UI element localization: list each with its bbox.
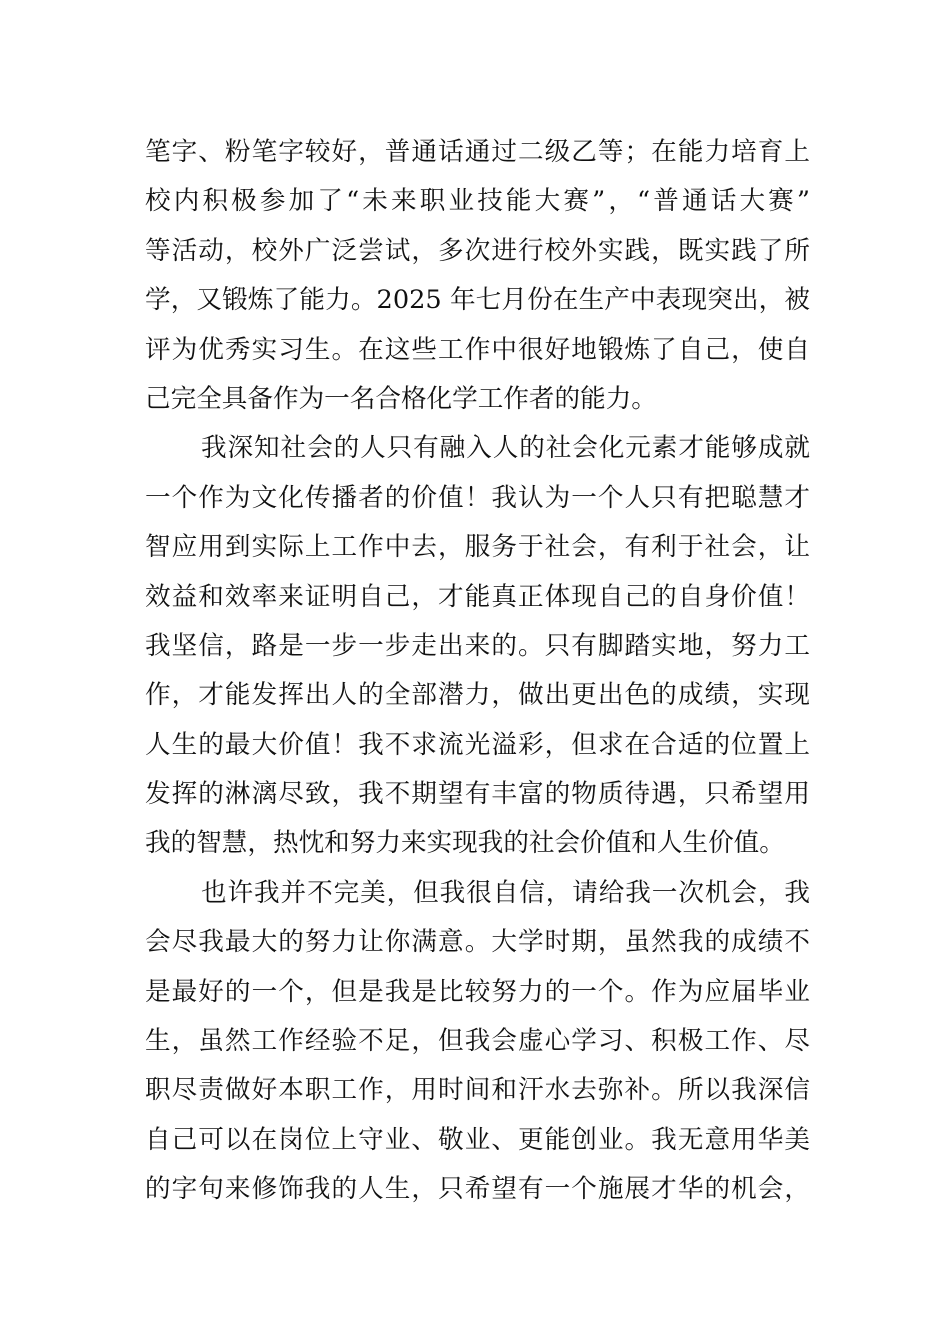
paragraph-first-line: 我深知社会的人只有融入人的社会化元素才能够成就 [201,433,810,464]
text-line: 评为优秀实习生。在这些工作中很好地锻炼了自己，使自 [145,334,810,365]
text-line: 学，又锻炼了能力。2025 年七月份在生产中表现突出，被 [145,285,810,316]
text-line: 智应用到实际上工作中去，服务于社会，有利于社会，让 [145,532,810,563]
text-line: 自己可以在岗位上守业、敬业、更能创业。我无意用华美 [145,1124,810,1155]
text-line: 等活动，校外广泛尝试，多次进行校外实践，既实践了所 [145,235,810,266]
text-line: 职尽责做好本职工作，用时间和汗水去弥补。所以我深信 [145,1075,810,1106]
text-line: 我坚信，路是一步一步走出来的。只有脚踏实地，努力工 [145,630,810,661]
text-line: 我的智慧，热忱和努力来实现我的社会价值和人生价值。 [145,828,785,859]
paragraph-first-line: 也许我并不完美，但我很自信，请给我一次机会，我 [201,877,810,908]
text-line: 一个作为文化传播者的价值！我认为一个人只有把聪慧才 [145,482,810,513]
text-line: 作，才能发挥出人的全部潜力，做出更出色的成绩，实现 [145,680,810,711]
text-line: 的字句来修饰我的人生，只希望有一个施展才华的机会， [145,1174,810,1205]
text-line: 校内积极参加了“未来职业技能大赛”，“普通话大赛” [145,186,810,217]
text-line: 人生的最大价值！我不求流光溢彩，但求在合适的位置上 [145,729,810,760]
text-line: 己完全具备作为一名合格化学工作者的能力。 [145,383,657,414]
text-line: 笔字、粉笔字较好，普通话通过二级乙等；在能力培育上 [145,137,810,167]
text-line: 会尽我最大的努力让你满意。大学时期，虽然我的成绩不 [145,927,810,958]
document-body [145,128,810,1215]
text-line: 生，虽然工作经验不足，但我会虚心学习、积极工作、尽 [145,1026,810,1057]
text-line: 发挥的淋漓尽致，我不期望有丰富的物质待遇，只希望用 [145,779,810,810]
text-line: 效益和效率来证明自己，才能真正体现自己的自身价值！ [145,581,810,612]
text-line: 是最好的一个，但是我是比较努力的一个。作为应届毕业 [145,976,810,1007]
